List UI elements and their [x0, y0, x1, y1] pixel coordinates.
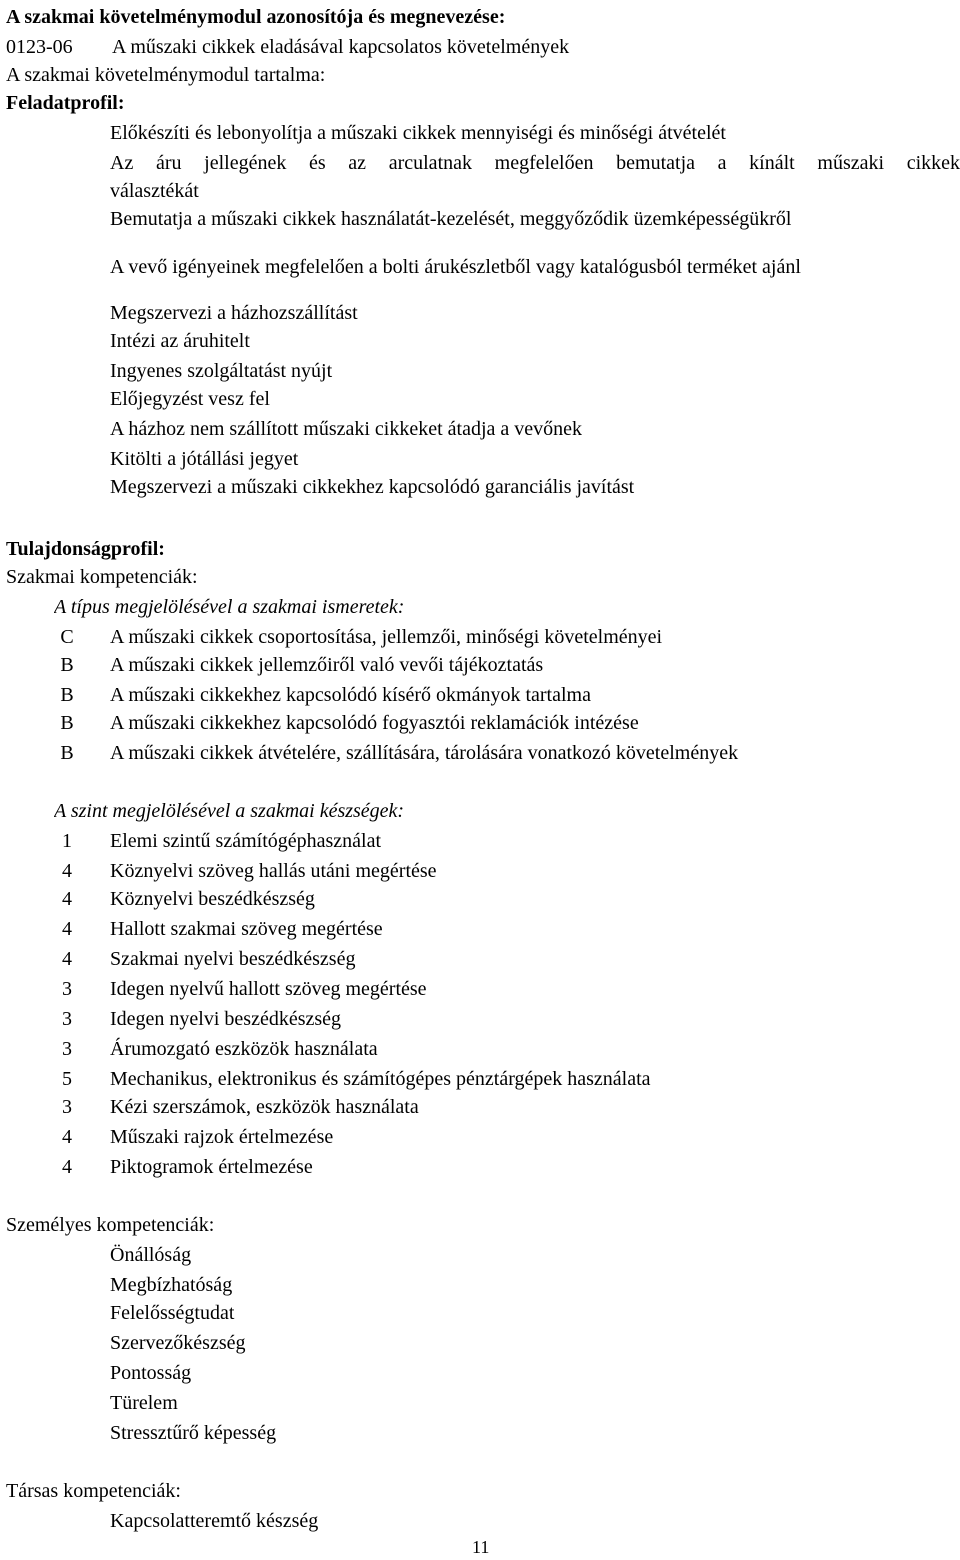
knowledge-item: A műszaki cikkekhez kapcsolódó kísérő okmányok tartalma	[110, 684, 591, 706]
skill-level: 4	[62, 948, 72, 970]
skill-item: Árumozgató eszközök használata	[110, 1038, 378, 1060]
task-profile-title: Feladatprofil:	[6, 92, 125, 114]
skill-item: Elemi szintű számítógéphasználat	[110, 830, 382, 852]
task-item: A vevő igényeinek megfelelően a bolti árukészletből vagy katalógusból terméket ajánl	[110, 256, 801, 278]
social-competencies-label: Társas kompetenciák:	[6, 1480, 181, 1502]
task-item: A házhoz nem szállított műszaki cikkeket átadja a vevőnek	[110, 418, 583, 440]
property-profile-title: Tulajdonságprofil:	[6, 538, 165, 560]
skill-item: Hallott szakmai szöveg megértése	[110, 918, 383, 940]
knowledge-level: B	[60, 654, 74, 676]
task-item: Megszervezi a műszaki cikkekhez kapcsolódó garanciális javítást	[110, 476, 635, 498]
personal-item: Türelem	[110, 1392, 178, 1414]
task-item: Előkészíti és lebonyolítja a műszaki cikkek mennyiségi és minőségi átvételét	[110, 122, 726, 144]
personal-item: Pontosság	[110, 1362, 192, 1384]
skill-item: Piktogramok értelmezése	[110, 1156, 313, 1178]
task-item: Kitölti a jótállási jegyet	[110, 448, 299, 470]
personal-item: Felelősségtudat	[110, 1302, 235, 1324]
knowledge-label: A típus megjelölésével a szakmai ismeretek:	[54, 596, 405, 618]
task-item: Ingyenes szolgáltatást nyújt	[110, 360, 333, 382]
knowledge-level: B	[60, 712, 74, 734]
personal-item: Szervezőkészség	[110, 1332, 246, 1354]
task-item: Megszervezi a házhozszállítást	[110, 302, 358, 324]
social-item: Kapcsolatteremtő készség	[110, 1510, 319, 1532]
skill-level: 3	[62, 1038, 72, 1060]
skill-level: 3	[62, 1096, 72, 1118]
task-item: Az áru jellegének és az arculatnak megfelelően bemutatja a kínált műszaki cikkek	[110, 152, 960, 174]
knowledge-item: A műszaki cikkek csoportosítása, jellemzői, minőségi követelményei	[110, 626, 663, 648]
skill-level: 4	[62, 1156, 72, 1178]
personal-item: Stressztűrő képesség	[110, 1422, 277, 1444]
knowledge-item: A műszaki cikkekhez kapcsolódó fogyasztói reklamációk intézése	[110, 712, 639, 734]
skill-level: 4	[62, 860, 72, 882]
knowledge-item: A műszaki cikkek jellemzőiről való vevői tájékoztatás	[110, 654, 544, 676]
knowledge-level: B	[60, 684, 74, 706]
task-item: Bemutatja a műszaki cikkek használatát-kezelését, meggyőződik üzemképességükről	[110, 208, 792, 230]
skill-item: Köznyelvi szöveg hallás utáni megértése	[110, 860, 437, 882]
module-name: A műszaki cikkek eladásával kapcsolatos követelmények	[112, 36, 570, 58]
task-item: Intézi az áruhitelt	[110, 330, 250, 352]
skill-level: 4	[62, 888, 72, 910]
skill-item: Műszaki rajzok értelmezése	[110, 1126, 334, 1148]
knowledge-level: B	[60, 742, 74, 764]
module-content-label: A szakmai követelménymodul tartalma:	[6, 64, 326, 86]
knowledge-level: C	[60, 626, 74, 648]
page-number: 11	[472, 1537, 490, 1557]
personal-item: Önállóság	[110, 1244, 192, 1266]
skill-item: Köznyelvi beszédkészség	[110, 888, 315, 910]
task-item: Előjegyzést vesz fel	[110, 388, 270, 410]
module-code: 0123-06	[6, 36, 73, 58]
skill-level: 1	[62, 830, 72, 852]
professional-competencies-label: Szakmai kompetenciák:	[6, 566, 198, 588]
skill-level: 4	[62, 1126, 72, 1148]
skills-label: A szint megjelölésével a szakmai készségek:	[54, 800, 405, 822]
skill-item: Idegen nyelvi beszédkészség	[110, 1008, 342, 1030]
knowledge-item: A műszaki cikkek átvételére, szállítására, tárolására vonatkozó követelmények	[110, 742, 739, 764]
personal-item: Megbízhatóság	[110, 1274, 233, 1296]
skill-item: Kézi szerszámok, eszközök használata	[110, 1096, 419, 1118]
skill-level: 4	[62, 918, 72, 940]
skill-item: Mechanikus, elektronikus és számítógépes pénztárgépek használata	[110, 1068, 651, 1090]
personal-competencies-label: Személyes kompetenciák:	[6, 1214, 215, 1236]
skill-item: Szakmai nyelvi beszédkészség	[110, 948, 356, 970]
skill-level: 5	[62, 1068, 72, 1090]
task-item: választékát	[110, 180, 199, 202]
skill-level: 3	[62, 1008, 72, 1030]
skill-level: 3	[62, 978, 72, 1000]
skill-item: Idegen nyelvű hallott szöveg megértése	[110, 978, 427, 1000]
module-id-label: A szakmai követelménymodul azonosítója és megnevezése:	[6, 6, 506, 28]
